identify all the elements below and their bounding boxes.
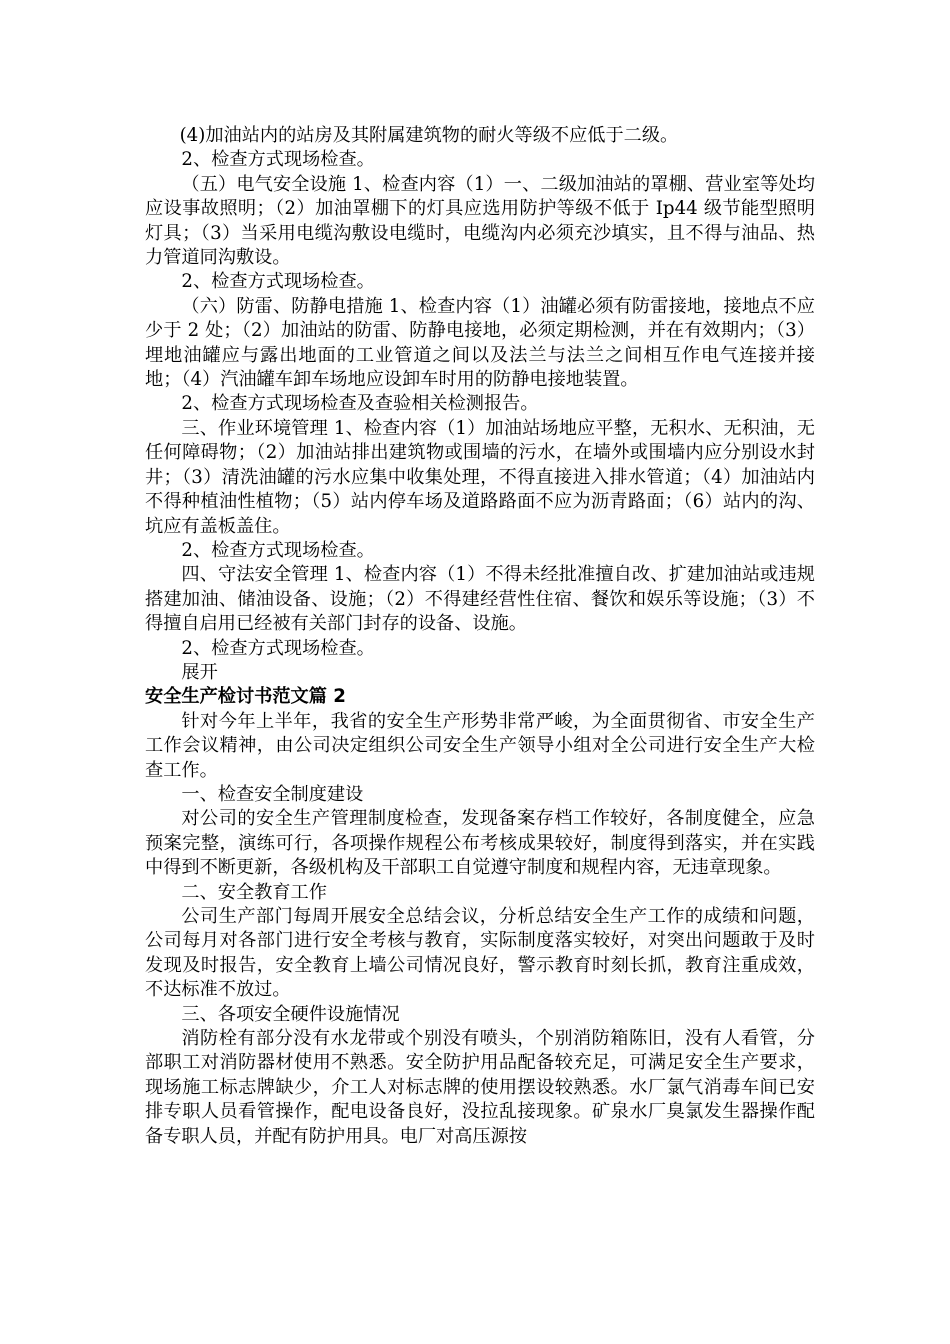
paragraph: 2、检查方式现场检查。	[181, 637, 375, 659]
paragraph: 消防栓有部分没有水龙带或个别没有喷头，个别消防箱陈旧，没有人看管，分部职工对消防器材使用不熟悉。安全防护用品配备较充足，可满足安全生产要求，现场施工标志牌缺少，介工人对标志牌的使用摆设较熟悉。水厂氯气消毒车间已安排专职人员看管操作，配电设备良好，没拉乱接现象。矿泉水厂臭氯发生器操作配备专职人员，并配有防护用具。电厂对高压源按	[145, 1028, 815, 1147]
paragraph: 2、检查方式现场检查。	[181, 539, 375, 561]
paragraph: （五）电气安全设施 1、检查内容（1）一、二级加油站的罩棚、营业室等处均应设事故照明；（2）加油罩棚下的灯具应选用防护等级不低于 Ip44 级节能型照明灯具；（3）当采用电缆沟敷设电缆时，电缆沟内必须充沙填实，且不得与油品、热力管道同沟敷设。	[145, 173, 815, 269]
expand-link[interactable]: 展开	[181, 661, 218, 683]
section-heading: 安全生产检讨书范文篇 2	[145, 686, 346, 708]
paragraph: 二、安全教育工作	[181, 881, 327, 903]
paragraph: 针对今年上半年，我省的安全生产形势非常严峻，为全面贯彻省、市安全生产工作会议精神，由公司决定组织公司安全生产领导小组对全公司进行安全生产大检查工作。	[145, 710, 815, 781]
paragraph: 三、作业环境管理 1、检查内容（1）加油站场地应平整，无积水、无积油，无任何障碍物；（2）加油站排出建筑物或围墙的污水，在墙外或围墙内应分别设水封井；（3）清洗油罐的污水应集中收集处理，不得直接进入排水管道；（4）加油站内不得种植油性植物；（5）站内停车场及道路路面不应为沥青路面；（6）站内的沟、坑应有盖板盖住。	[145, 417, 815, 537]
document-page	[145, 124, 815, 1149]
paragraph: 公司生产部门每周开展安全总结会议，分析总结安全生产工作的成绩和问题，公司每月对各部门进行安全考核与教育，实际制度落实较好，对突出问题敢于及时发现及时报告，安全教育上墙公司情况良好，警示教育时刻长抓，教育注重成效，不达标准不放过。	[145, 906, 815, 1001]
paragraph: （六）防雷、防静电措施 1、检查内容（1）油罐必须有防雷接地，接地点不应少于 2 处；（2）加油站的防雷、防静电接地，必须定期检测，并在有效期内；（3）埋地油罐应与露出地面的工业管道之间以及法兰与法兰之间相互作电气连接并接地；（4）汽油罐车卸车场地应设卸车时用的防静电接地装置。	[145, 295, 815, 391]
paragraph: (4)加油站内的站房及其附属建筑物的耐火等级不应低于二级。	[179, 125, 679, 146]
paragraph: 2、检查方式现场检查。	[181, 271, 375, 293]
paragraph: 2、检查方式现场检查及查验相关检测报告。	[181, 393, 539, 415]
paragraph: 2、检查方式现场检查。	[181, 149, 375, 171]
paragraph: 四、守法安全管理 1、检查内容（1）不得未经批准擅自改、扩建加油站或违规搭建加油、储油设备、设施；（2）不得建经营性住宿、餐饮和娱乐等设施；（3）不得擅自启用已经被有关部门封存的设备、设施。	[145, 564, 815, 635]
paragraph: 三、各项安全硬件设施情况	[181, 1003, 400, 1025]
paragraph: 对公司的安全生产管理制度检查，发现备案存档工作较好，各制度健全，应急预案完整，演练可行，各项操作规程公布考核成果较好，制度得到落实，并在实践中得到不断更新，各级机构及干部职工自觉遵守制度和规程内容，无违章现象。	[145, 808, 815, 879]
paragraph: 一、检查安全制度建设	[181, 783, 364, 805]
